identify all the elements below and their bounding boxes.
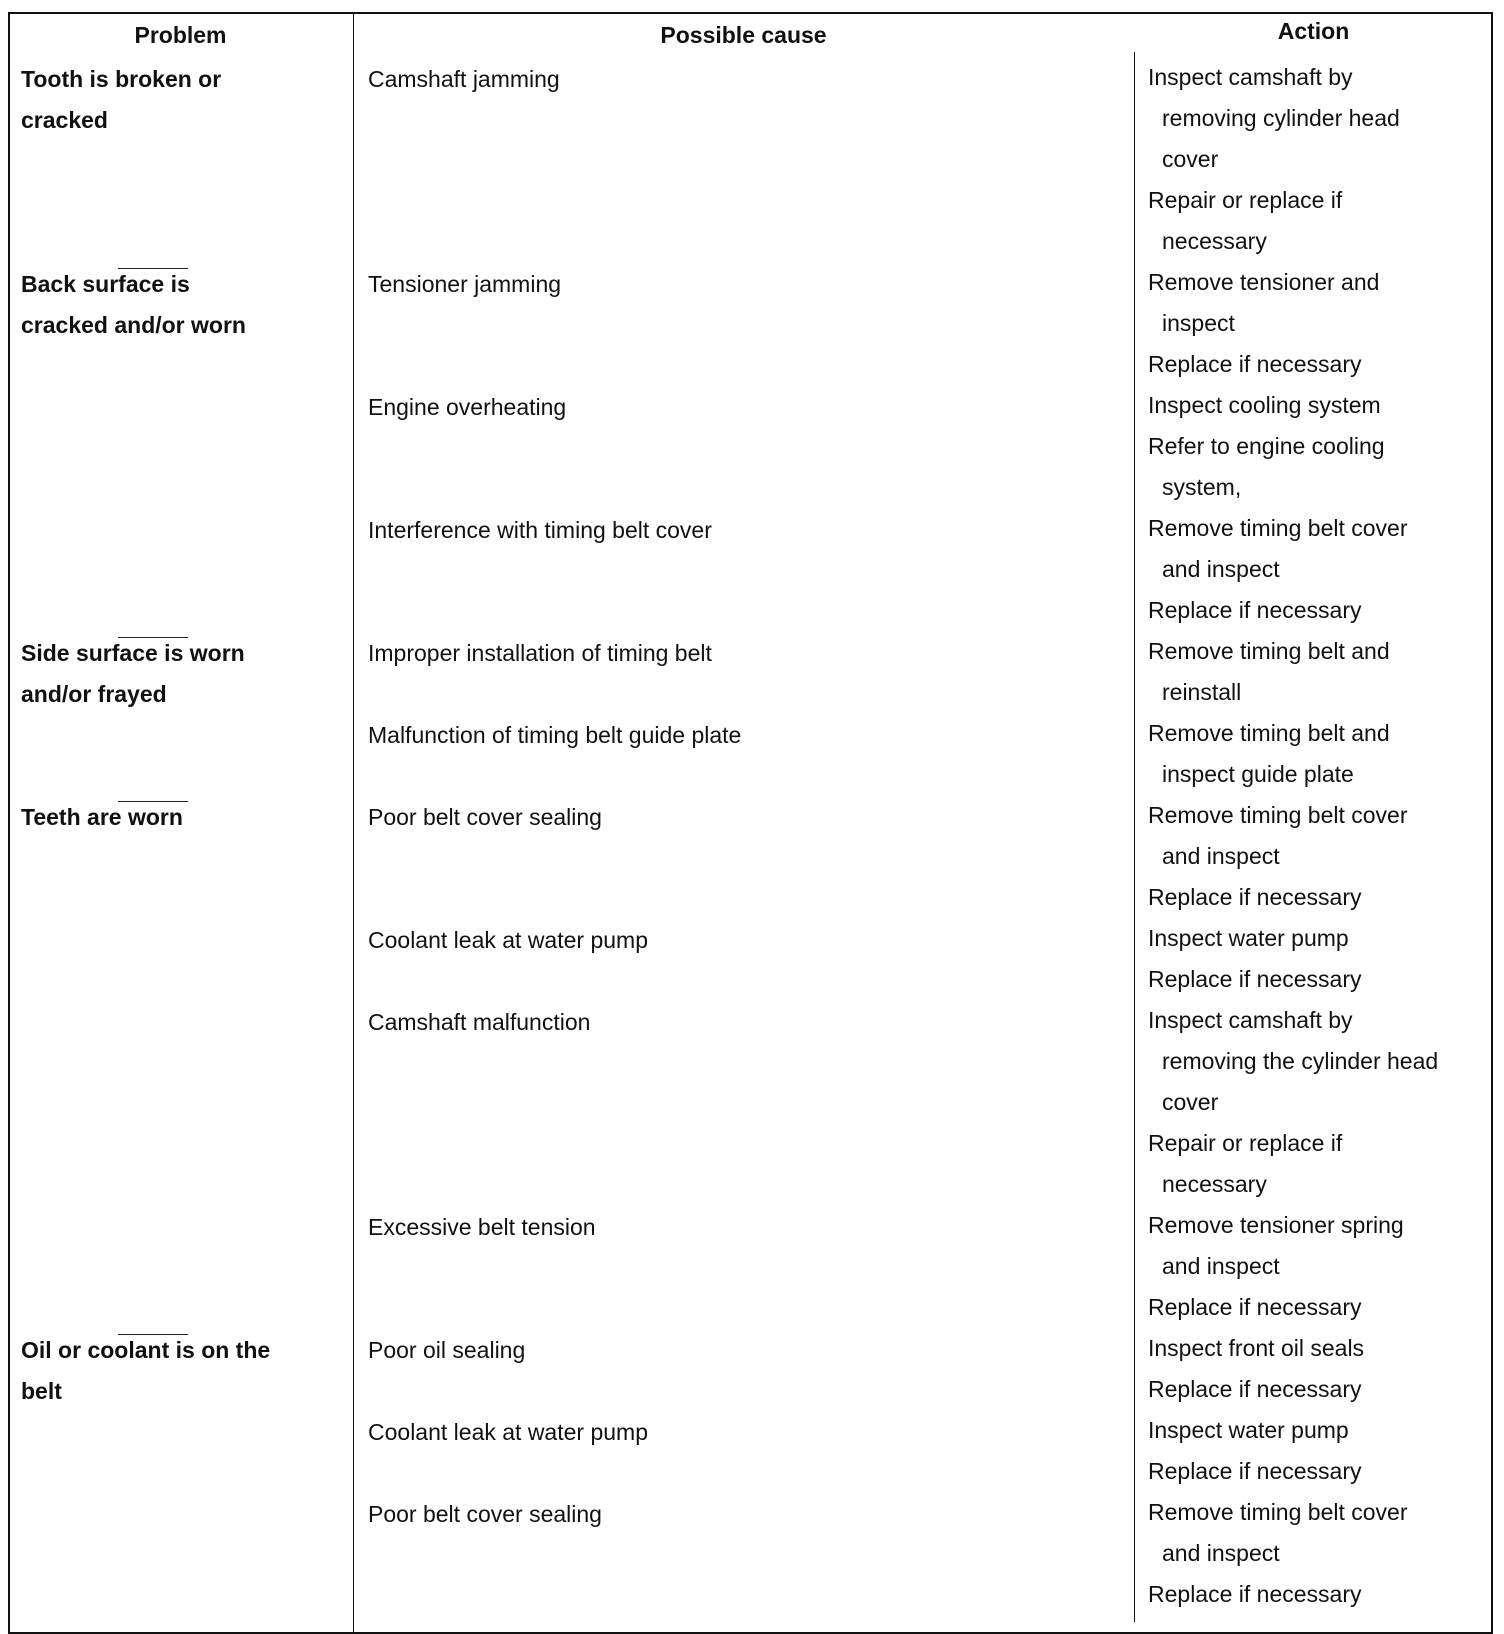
action-line: and inspect — [1162, 843, 1280, 869]
action-line: necessary — [1162, 228, 1267, 254]
action-line: inspect — [1162, 310, 1235, 336]
cause-cell: Coolant leak at water pump — [368, 1419, 648, 1445]
action-line: Refer to engine cooling — [1148, 433, 1385, 459]
cause-cell: Malfunction of timing belt guide plate — [368, 722, 742, 748]
action-line: Inspect camshaft by — [1148, 64, 1353, 90]
cause-cell: Improper installation of timing belt — [368, 640, 712, 666]
action-line: Replace if necessary — [1148, 351, 1362, 377]
cause-cell: Tensioner jamming — [368, 271, 562, 297]
action-line: and inspect — [1162, 556, 1280, 582]
action-line: Remove timing belt cover — [1148, 515, 1408, 541]
problem-cell — [21, 797, 183, 838]
problem-cell — [21, 1330, 270, 1412]
action-line: Repair or replace if — [1148, 1130, 1343, 1156]
cause-cell: Camshaft jamming — [368, 66, 560, 92]
cause-cell: Poor oil sealing — [368, 1337, 526, 1363]
action-cell — [1148, 1410, 1362, 1492]
action-line: system, — [1162, 474, 1242, 500]
action-line: Repair or replace if — [1148, 187, 1343, 213]
action-line: Remove timing belt and — [1148, 720, 1390, 746]
action-cell — [1148, 918, 1362, 1000]
action-line: Remove timing belt cover — [1148, 1499, 1408, 1525]
action-cell — [1148, 1000, 1438, 1205]
action-line: Replace if necessary — [1148, 966, 1362, 992]
cause-cell: Interference with timing belt cover — [368, 517, 712, 543]
action-cell — [1148, 795, 1408, 918]
column-divider-2 — [1134, 52, 1135, 1622]
cause-cell: Camshaft malfunction — [368, 1009, 591, 1035]
problem-line: belt — [21, 1378, 62, 1404]
cause-cell: Coolant leak at water pump — [368, 927, 648, 953]
action-cell — [1148, 631, 1390, 713]
problem-cell — [21, 633, 245, 715]
action-line: Replace if necessary — [1148, 884, 1362, 910]
action-cell — [1148, 508, 1408, 631]
problem-line: Oil or coolant is on the — [21, 1337, 271, 1363]
header-action: Action — [1277, 18, 1350, 44]
action-cell — [1148, 262, 1379, 385]
problem-line: and/or frayed — [21, 681, 167, 707]
cause-cell: Engine overheating — [368, 394, 567, 420]
action-line: Replace if necessary — [1148, 1376, 1362, 1402]
action-line: Replace if necessary — [1148, 1458, 1362, 1484]
action-cell — [1148, 1205, 1404, 1328]
cause-cell: Poor belt cover sealing — [368, 1501, 602, 1527]
problem-line: Back surface is — [21, 271, 190, 297]
action-line: Replace if necessary — [1148, 597, 1362, 623]
problem-cell — [21, 59, 221, 141]
action-line: Remove timing belt cover — [1148, 802, 1408, 828]
action-cell — [1148, 713, 1390, 795]
header-possible-cause: Possible cause — [660, 22, 827, 48]
action-line: removing cylinder head — [1162, 105, 1400, 131]
action-line: reinstall — [1162, 679, 1242, 705]
problem-line: Teeth are worn — [21, 804, 183, 830]
cause-cell: Poor belt cover sealing — [368, 804, 602, 830]
header-problem: Problem — [134, 22, 227, 48]
problem-line: cracked — [21, 107, 108, 133]
action-line: inspect guide plate — [1162, 761, 1354, 787]
column-divider-1 — [353, 12, 354, 1634]
action-cell — [1148, 57, 1400, 262]
problem-line: Side surface is worn — [21, 640, 245, 666]
action-line: Inspect water pump — [1148, 1417, 1349, 1443]
action-line: Remove tensioner spring — [1148, 1212, 1404, 1238]
action-line: Inspect camshaft by — [1148, 1007, 1353, 1033]
action-line: Remove timing belt and — [1148, 638, 1390, 664]
action-line: Inspect water pump — [1148, 925, 1349, 951]
action-line: necessary — [1162, 1171, 1267, 1197]
action-line: Replace if necessary — [1148, 1581, 1362, 1607]
troubleshooting-table — [8, 12, 1493, 1634]
problem-line: Tooth is broken or — [21, 66, 222, 92]
problem-line: cracked and/or worn — [21, 312, 246, 338]
action-line: and inspect — [1162, 1253, 1280, 1279]
action-cell — [1148, 1328, 1364, 1410]
action-line: cover — [1162, 1089, 1219, 1115]
action-cell — [1148, 385, 1385, 508]
action-line: Inspect cooling system — [1148, 392, 1381, 418]
action-line: Replace if necessary — [1148, 1294, 1362, 1320]
action-cell — [1148, 1492, 1408, 1615]
action-line: Remove tensioner and — [1148, 269, 1380, 295]
action-line: Inspect front oil seals — [1148, 1335, 1365, 1361]
action-line: and inspect — [1162, 1540, 1280, 1566]
action-line: cover — [1162, 146, 1219, 172]
problem-cell — [21, 264, 246, 346]
action-line: removing the cylinder head — [1162, 1048, 1439, 1074]
cause-cell: Excessive belt tension — [368, 1214, 596, 1240]
